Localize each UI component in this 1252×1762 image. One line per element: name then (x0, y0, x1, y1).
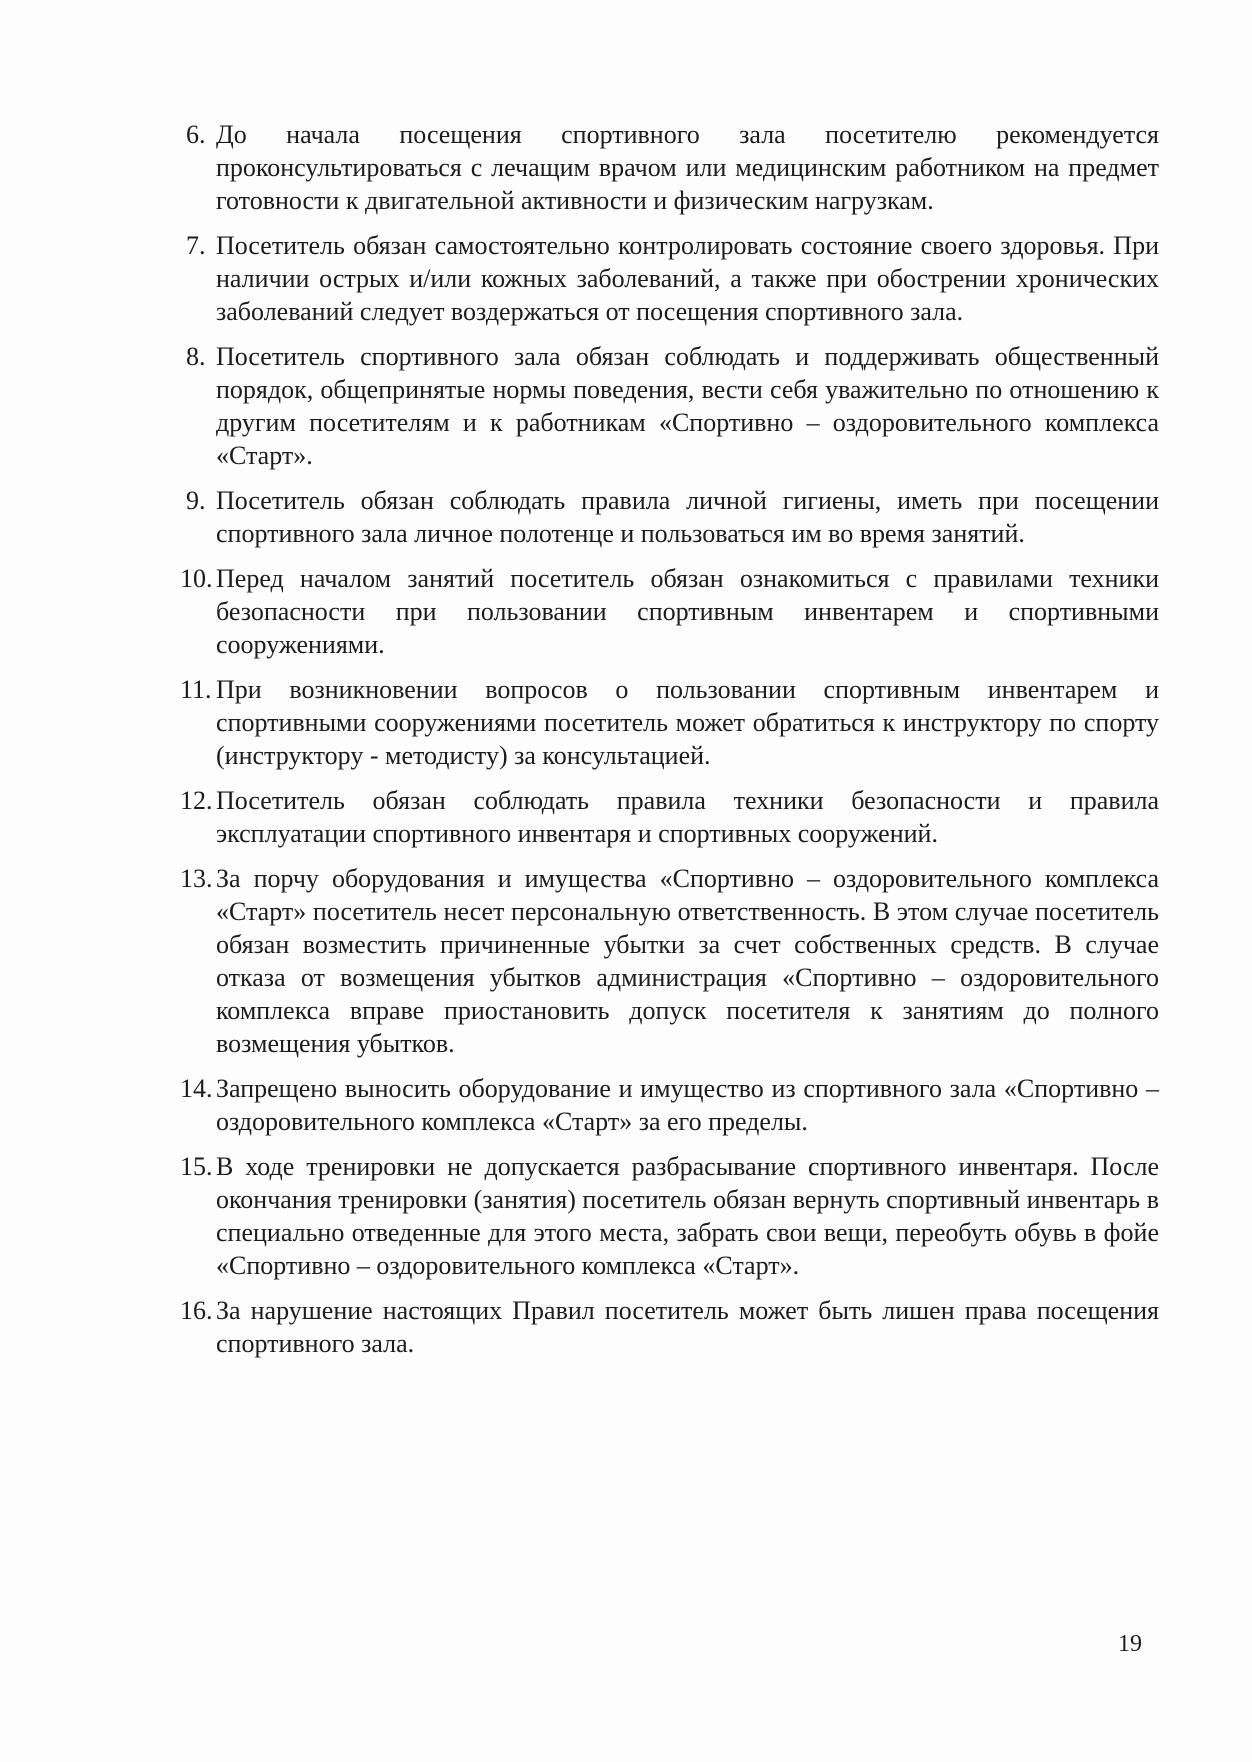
rule-number: 13. (180, 864, 213, 893)
rule-number: 10. (180, 564, 213, 593)
rule-item-13 (0, 862, 1159, 1060)
rule-text: Посетитель обязан самостоятельно контролировать состояние своего здоровья. При наличии острых и/или кожных заболеваний, а также при обострении хронических заболеваний следует воздержаться от посещения спортивного зала. (216, 231, 1159, 326)
rule-number: 15. (180, 1152, 213, 1181)
rule-item-9 (0, 484, 1159, 550)
rule-text: Перед началом занятий посетитель обязан ознакомиться с правилами техники безопасности при пользовании спортивным инвентарем и спортивными сооружениями. (216, 564, 1159, 659)
rule-item-16 (0, 1294, 1159, 1360)
rule-text: До начала посещения спортивного зала посетителю рекомендуется проконсультироваться с лечащим врачом или медицинским работником на предмет готовности к двигательной активности и физическим нагрузкам. (216, 120, 1159, 215)
rule-item-12 (0, 784, 1159, 850)
rule-item-14 (0, 1072, 1159, 1138)
rule-text: Посетитель обязан соблюдать правила техники безопасности и правила эксплуатации спортивного инвентаря и спортивных сооружений. (216, 786, 1159, 848)
rule-item-10 (0, 562, 1159, 661)
rule-item-7 (0, 229, 1159, 328)
rule-number: 7. (186, 231, 206, 260)
rule-number: 12. (180, 786, 213, 815)
rule-item-11 (0, 673, 1159, 772)
rule-item-8 (0, 340, 1159, 472)
rule-number: 9. (186, 486, 206, 515)
rules-list (0, 118, 1252, 1372)
rule-item-6 (0, 118, 1159, 217)
rule-text: За нарушение настоящих Правил посетитель может быть лишен права посещения спортивного зала. (216, 1296, 1159, 1358)
rule-text: В ходе тренировки не допускается разбрасывание спортивного инвентаря. После окончания тренировки (занятия) посетитель обязан вернуть спортивный инвентарь в специально отведенные для этого места, забрать свои вещи, переобуть обувь в фойе «Спортивно – оздоровительного комплекса «Старт». (216, 1152, 1159, 1280)
rule-number: 16. (180, 1296, 213, 1325)
rule-text: Посетитель обязан соблюдать правила личной гигиены, иметь при посещении спортивного зала личное полотенце и пользоваться им во время занятий. (216, 486, 1159, 548)
rule-number: 11. (180, 675, 212, 704)
rule-text: За порчу оборудования и имущества «Спортивно – оздоровительного комплекса «Старт» посетитель несет персональную ответственность. В этом случае посетитель обязан возместить причиненные убытки за счет собственных средств. В случае отказа от возмещения убытков администрация «Спортивно – оздоровительного комплекса вправе приостановить допуск посетителя к занятиям до полного возмещения убытков. (216, 864, 1159, 1058)
rule-number: 6. (186, 120, 206, 149)
rule-text: При возникновении вопросов о пользовании спортивным инвентарем и спортивными сооружениями посетитель может обратиться к инструктору по спорту (инструктору - методисту) за консультацией. (216, 675, 1159, 770)
rule-number: 8. (186, 342, 206, 371)
page-number: 19 (1118, 1631, 1142, 1657)
rule-text: Посетитель спортивного зала обязан соблюдать и поддерживать общественный порядок, общепринятые нормы поведения, вести себя уважительно по отношению к другим посетителям и к работникам «Спортивно – оздоровительного комплекса «Старт». (216, 342, 1159, 470)
rule-item-15 (0, 1150, 1159, 1282)
rule-text: Запрещено выносить оборудование и имущество из спортивного зала «Спортивно – оздоровительного комплекса «Старт» за его пределы. (216, 1074, 1159, 1136)
rule-number: 14. (180, 1074, 213, 1103)
